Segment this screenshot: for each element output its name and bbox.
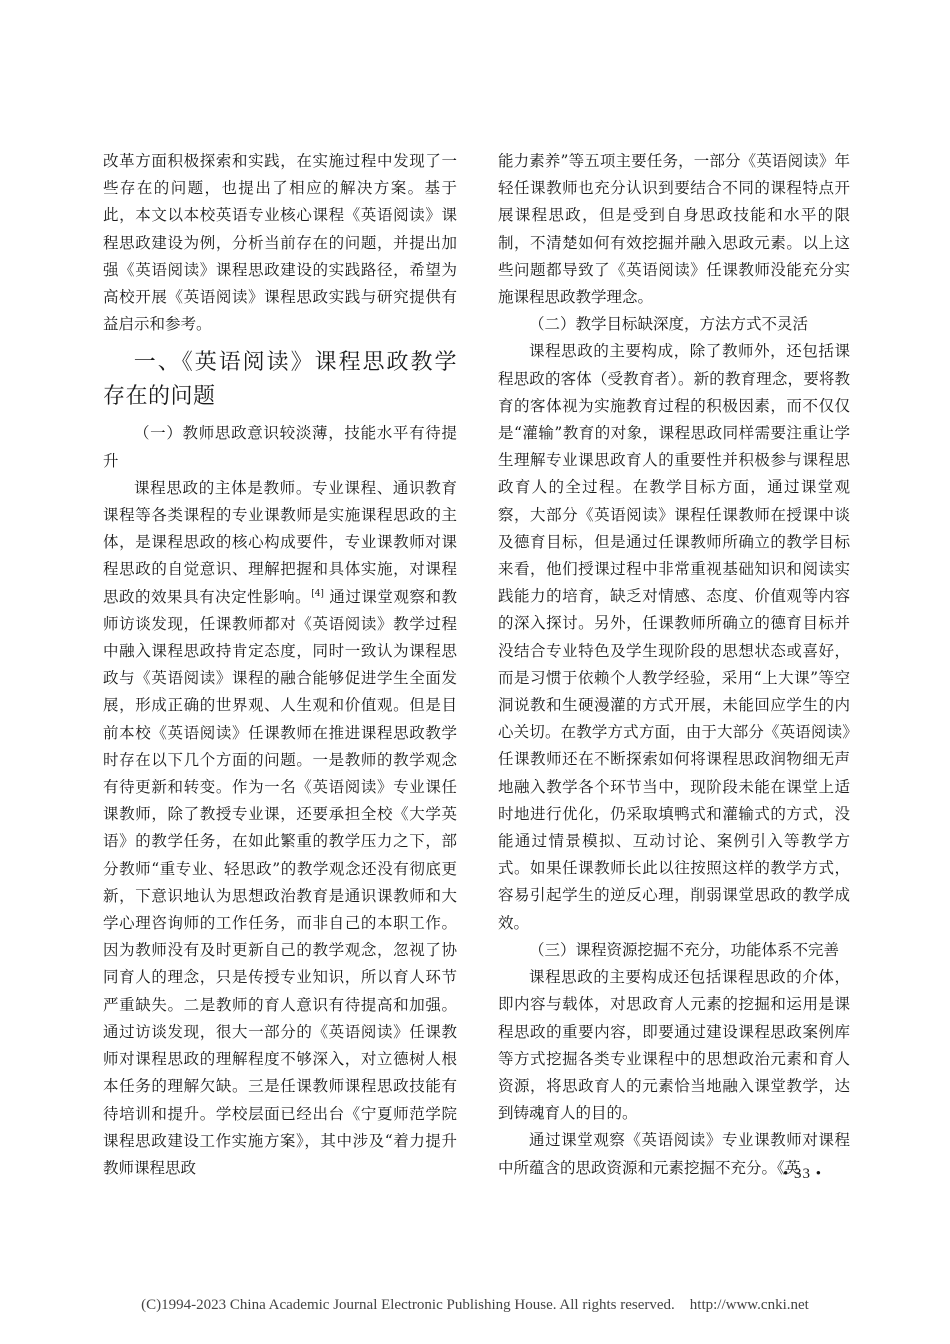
intro-paragraph: 改革方面积极探索和实践，在实施过程中发现了一些存在的问题，也提出了相应的解决方案。基于此，本文以本校英语专业核心课程《英语阅读》课程思政建设为例，分析当前存在的问题，并提出加强《英语阅读》课程思政建设的实践路径，希望为高校开展《英语阅读》课程思政实践与研究提供有益启示和参考。	[103, 152, 457, 334]
paragraph-1	[103, 475, 457, 1182]
paragraph-4: 通过课堂观察《英语阅读》专业课教师对课程中所蕴含的思政资源和元素挖掘不充分。《英	[498, 1131, 850, 1177]
citation-marker: [4]	[311, 588, 324, 599]
copyright-footer: (C)1994-2023 China Academic Journal Electronic Publishing House. All rights reserved. http://www.cnki.net	[141, 1297, 809, 1313]
paragraph-2: 课程思政的主要构成，除了教师外，还包括课程思政的客体（受教育者）。新的教育理念，要将教育的客体视为实施教育过程的积极因素，而不仅仅是“灌输”教育的对象，课程思政同样需要注重让学生理解专业课思政育人的重要性并积极参与课程思政育人的全过程。在教学目标方面，通过课堂观察，大部分《英语阅读》课程任课教师在授课中谈及德育目标，但是通过任课教师所确立的教学目标来看，他们授课过程中非常重视基础知识和阅读实践能力的培育，缺乏对情感、态度、价值观等内容的深入探讨。另外，任课教师所确立的德育目标并没结合专业特色及学生现阶段的思想状态或喜好，而是习惯于依赖个人教学经验，采用“上大课”等空洞说教和生硬漫灌的方式开展，未能回应学生的内心关切。在教学方式方面，由于大部分《英语阅读》任课教师还在不断探索如何将课程思政润物细无声地融入教学各个环节当中，现阶段未能在课堂上适时地进行优化，仍采取填鸭式和灌输式的方式，没能通过情景模拟、互动讨论、案例引入等教学方式。如果任课教师长此以往按照这样的教学方式，容易引起学生的逆反心理，削弱课堂思政的教学成效。	[498, 342, 850, 932]
right-column	[498, 148, 850, 1182]
subheading-1: （一）教师思政意识较淡薄，技能水平有待提升	[103, 424, 457, 470]
continued-paragraph: 能力素养”等五项主要任务，一部分《英语阅读》年轻任课教师也充分认识到要结合不同的课程特点开展课程思政，但是受到自身思政技能和水平的限制，不清楚如何有效挖掘并融入思政元素。以上这些问题都导致了《英语阅读》任课教师没能充分实施课程思政教学理念。	[498, 152, 850, 307]
subheading-3: （三）课程资源挖掘不充分，功能体系不完善	[529, 940, 840, 959]
paragraph-1-part-b: 通过课堂观察和教师访谈发现，任课教师都对《英语阅读》教学过程中融入课程思政持肯定态度，同时一致认为课程思政与《英语阅读》课程的融合能够促进学生全面发展，形成正确的世界观、人生观和价值观。但是目前本校《英语阅读》任课教师在推进课程思政教学时存在以下几个方面的问题。一是教师的教学观念有待更新和转变。作为一名《英语阅读》专业课任课教师，除了教授专业课，还要承担全校《大学英语》的教学任务，在如此繁重的教学压力之下，部分教师“重专业、轻思政”的教学观念还没有彻底更新，下意识地认为思想政治教育是通识课教师和大学心理咨询师的工作任务，而非自己的本职工作。因为教师没有及时更新自己的教学观念，忽视了协同育人的理念，只是传授专业知识，所以育人环节严重缺失。二是教师的育人意识有待提高和加强。通过访谈发现，很大一部分的《英语阅读》任课教师对课程思政的理解程度不够深入，对立德树人根本任务的理解欠缺。三是任课教师课程思政技能有待培训和提升。学校层面已经出台《宁夏师范学院课程思政建设工作实施方案》，其中涉及“着力提升教师课程思政	[103, 587, 457, 1177]
left-column	[103, 148, 457, 1182]
section-heading: 一、《英语阅读》课程思政教学存在的问题	[103, 350, 457, 410]
page-number: • 33 •	[783, 1166, 823, 1182]
paragraph-1-part-a: 课程思政的主体是教师。专业课程、通识教育课程等各类课程的专业课教师是实施课程思政的主体，是课程思政的核心构成要件，专业课教师对课程思政的自觉意识、理解把握和具体实施，对课程思政的效果具有决定性影响。	[103, 478, 457, 606]
paragraph-3: 课程思政的主要构成还包括课程思政的介体，即内容与载体，对思政育人元素的挖掘和运用是课程思政的重要内容，即要通过建设课程思政案例库等方式挖掘各类专业课程中的思想政治元素和育人资源，将思政育人的元素恰当地融入课堂教学，达到铸魂育人的目的。	[498, 968, 850, 1123]
subheading-2: （二）教学目标缺深度，方法方式不灵活	[529, 315, 809, 334]
